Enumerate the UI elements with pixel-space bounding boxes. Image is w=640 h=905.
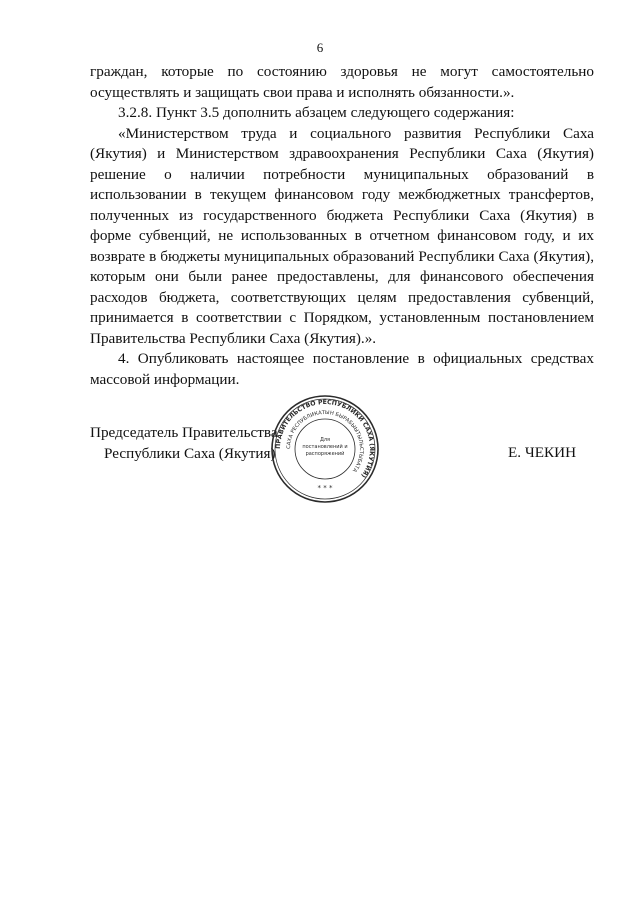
document-body bbox=[90, 62, 594, 390]
seal-stars: * * * bbox=[317, 484, 333, 492]
seal-inner-ring-text: САХА РЕСПУБЛИКАТЫН БЫРАБЫЫТЫЛЬСТЫБАТА bbox=[285, 409, 365, 473]
paragraph-continuation: граждан, которые по состоянию здоровья не могут самостоятельно осуществлять и защищать свои права и исполнять обязанности.». bbox=[90, 63, 594, 101]
signatory-position-line2: Республики Саха (Якутия) bbox=[104, 444, 276, 462]
seal-center-line1: Для bbox=[319, 437, 331, 443]
paragraph-quoted-addition: «Министерством труда и социального развития Республики Саха (Якутия) и Министерством здравоохранения Республики Саха (Якутия) решение о наличии потребности муниципальных образований в использовании в текущем финансовом году межбюджетных трансфертов, полученных из государственного бюджета Республики Саха (Якутия) в форме субвенций, не использованных в отчетном финансовом году, и их возврате в бюджеты муниципальных образований Республики Саха (Якутия), которым они были ранее предоставлены, для финансового обеспечения расходов бюджета, соответствующих целям предоставления субвенций, принимается в соответствии с Порядком, установленным постановлением Правительства Республики Саха (Якутия).». bbox=[90, 124, 594, 347]
signatory-position-line1: Председатель Правительства bbox=[90, 424, 278, 441]
paragraph-clause-4: 4. Опубликовать настоящее постановление в официальных средствах массовой информации. bbox=[90, 350, 594, 388]
seal-center-line2: постановлений и bbox=[302, 444, 348, 450]
seal-center-line3: распоряжений bbox=[305, 451, 345, 457]
paragraph-clause-3-2-8: 3.2.8. Пункт 3.5 дополнить абзацем следующего содержания: bbox=[118, 104, 515, 121]
official-seal-stamp bbox=[270, 394, 380, 504]
page-number: 6 bbox=[316, 40, 324, 55]
seal-outer-ring-text: ПРАВИТЕЛЬСТВО РЕСПУБЛИКИ САХА (ЯКУТИЯ) bbox=[274, 398, 376, 479]
signatory-name: Е. ЧЕКИН bbox=[508, 444, 577, 461]
signatory-position bbox=[90, 423, 278, 464]
